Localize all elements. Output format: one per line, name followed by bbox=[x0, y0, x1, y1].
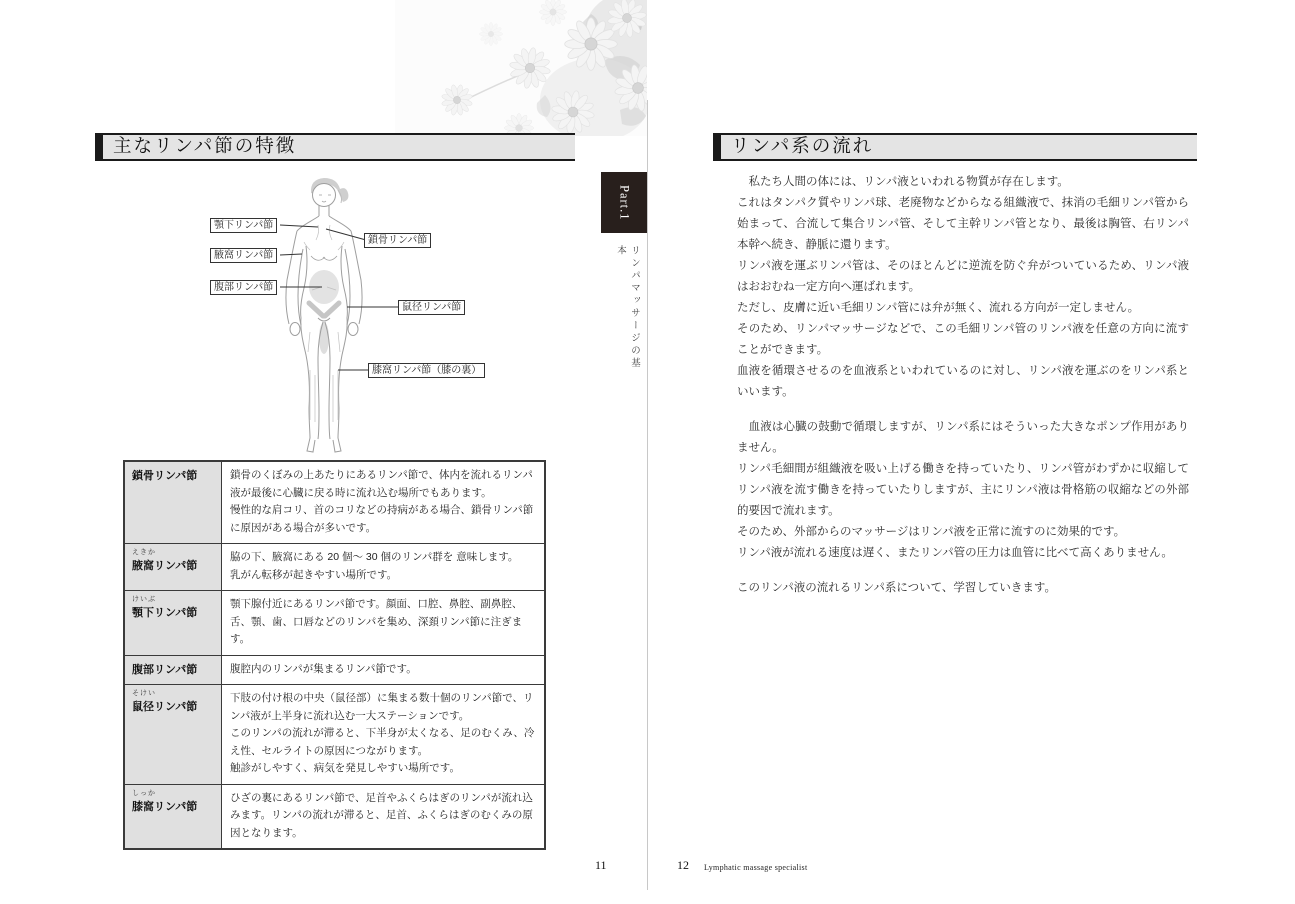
right-section-title-bar bbox=[713, 133, 1197, 161]
lymph-node-table-grid bbox=[123, 460, 546, 850]
description-cell bbox=[222, 784, 546, 849]
table-row bbox=[124, 685, 545, 785]
term-furigana: そけい bbox=[132, 690, 156, 697]
body-paragraph: 私たち人間の体には、リンパ液といわれる物質が存在します。 bbox=[737, 176, 1069, 188]
description-sentence: ひざの裏にあるリンパ節で、足首やふくらはぎのリンパが流れ込みます。リンパの流れが滞ると、足首、ふくらはぎのむくみの原因となります。 bbox=[230, 791, 533, 839]
body-paragraph: これはタンパク質やリンパ球、老廃物などからなる組織液で、抹消の毛細リンパ管から始まって、合流して集合リンパ管、そして主幹リンパ管となり、最後は胸管、右リンパ本幹へ続き、静脈に還ります。 bbox=[737, 197, 1189, 251]
page-number-right: 12 bbox=[677, 858, 689, 872]
term-cell bbox=[124, 461, 222, 544]
flower-photo-decoration bbox=[395, 0, 647, 136]
left-section-title-bar bbox=[95, 133, 575, 161]
paragraph-group bbox=[737, 417, 1189, 564]
description-sentence: 鎖骨のくぼみの上あたりにあるリンパ節で、体内を流れるリンパ液が最後に心臓に戻る時に流れ込む場所でもあります。 bbox=[230, 469, 533, 499]
body-paragraph: そのため、外部からのマッサージはリンパ液を正常に流すのに効果的です。 bbox=[737, 526, 1126, 538]
term-label: 膝窩リンパ節 bbox=[132, 800, 198, 813]
description-cell bbox=[222, 544, 546, 591]
term-label: 腋窩リンパ節 bbox=[132, 560, 198, 572]
description-sentence: 触診がしやすく、病気を発見しやすい場所です。 bbox=[230, 762, 460, 774]
description-cell bbox=[222, 685, 546, 785]
term-label: 顎下リンパ節 bbox=[132, 607, 198, 619]
body-paragraph: 血液は心臓の鼓動で循環しますが、リンパ系にはそういった大きなポンプ作用がありません。 bbox=[737, 421, 1189, 454]
term-furigana: えきか bbox=[132, 549, 156, 556]
left-page-title: 主なリンパ節の特徴 bbox=[113, 137, 297, 157]
term-furigana: しっか bbox=[132, 789, 156, 797]
term-cell bbox=[124, 655, 222, 685]
term-cell bbox=[124, 591, 222, 656]
description-sentence: 慢性的な肩コリ、首のコリなどの持病がある場合、鎖骨リンパ節に原因がある場合が多いです。 bbox=[230, 504, 534, 534]
part-label: Part.1 bbox=[617, 184, 632, 221]
page-number-left: 11 bbox=[595, 858, 607, 872]
body-paragraph: 血液を循環させるのを血液系といわれているのに対し、リンパ液を運ぶのをリンパ系といいます。 bbox=[737, 365, 1189, 398]
title-accent-bar bbox=[95, 135, 103, 159]
body-paragraph: リンパ液が流れる速度は遅く、またリンパ管の圧力は血管に比べて高くありません。 bbox=[737, 547, 1173, 559]
term-label: 腹部リンパ節 bbox=[132, 663, 198, 676]
body-paragraph: このリンパ液の流れるリンパ系について、学習していきます。 bbox=[737, 582, 1057, 594]
body-paragraph: リンパ液を運ぶリンパ管は、そのほとんどに逆流を防ぐ弁がついているため、リンパ液はおおむね一定方向へ運ばれます。 bbox=[737, 260, 1189, 293]
description-cell bbox=[222, 461, 546, 544]
footer-brand: Lymphatic massage specialist bbox=[704, 863, 808, 872]
paragraph-group bbox=[737, 172, 1189, 403]
diagram-label: 膝窩リンパ節（膝の裏） bbox=[368, 363, 485, 378]
right-page-body-text bbox=[737, 172, 1189, 613]
table-row bbox=[124, 655, 545, 685]
term-cell bbox=[124, 685, 222, 785]
description-sentence: 乳がん転移が起きやすい場所です。 bbox=[230, 568, 398, 581]
description-sentence: 脇の下、腋窩にある 20 個〜 30 個のリンパ群を 意味します。 bbox=[230, 551, 519, 563]
human-figure-illustration bbox=[150, 170, 490, 465]
term-label: 鎖骨リンパ節 bbox=[132, 470, 198, 482]
chapter-vertical-label: リンパマッサージの基本 bbox=[615, 245, 640, 370]
description-sentence: 腹腔内のリンパが集まるリンパ節です。 bbox=[230, 662, 417, 675]
body-paragraph: ただし、皮膚に近い毛細リンパ管には弁が無く、流れる方向が一定しません。 bbox=[737, 302, 1140, 314]
table-row bbox=[124, 591, 545, 656]
description-sentence: 下肢の付け根の中央（鼠径部）に集まる数十個のリンパ節で、リンパ液が上半身に流れ込む一大ステーションです。 bbox=[230, 692, 534, 722]
body-paragraph: リンパ毛細間が組織液を吸い上げる働きを持っていたり、リンパ管がわずかに収縮してリンパ液を流す働きを持っていたりしますが、主にリンパ液は骨格筋の収縮などの外部的要因で流れます。 bbox=[737, 463, 1189, 517]
diagram-label: 鎖骨リンパ節 bbox=[364, 233, 431, 248]
table-row bbox=[124, 784, 545, 849]
title-accent-bar bbox=[713, 135, 721, 159]
diagram-label: 鼠径リンパ節 bbox=[398, 300, 465, 315]
table-row bbox=[124, 461, 545, 544]
page-gutter-divider bbox=[647, 100, 648, 890]
diagram-label: 腹部リンパ節 bbox=[210, 280, 277, 295]
term-cell bbox=[124, 784, 222, 849]
diagram-label: 顎下リンパ節 bbox=[210, 218, 277, 233]
paragraph-group bbox=[737, 578, 1189, 599]
lymph-node-diagram bbox=[150, 170, 490, 465]
lymph-node-table bbox=[123, 460, 546, 850]
description-sentence: このリンパの流れが滞ると、下半身が太くなる、足のむくみ、冷え性、セルライトの原因につながります。 bbox=[230, 727, 535, 757]
description-cell bbox=[222, 591, 546, 656]
description-sentence: 顎下腺付近にあるリンパ節です。顔面、口腔、鼻腔、副鼻腔、舌、顎、歯、口唇などのリンパを集め、深頚リンパ節に注ぎます。 bbox=[230, 598, 523, 645]
daisy-flowers-image bbox=[395, 0, 647, 136]
body-paragraph: そのため、リンパマッサージなどで、この毛細リンパ管のリンパ液を任意の方向に流すことができます。 bbox=[737, 323, 1189, 356]
term-cell bbox=[124, 544, 222, 591]
term-furigana: けいぶ bbox=[132, 596, 156, 603]
term-label: 鼠径リンパ節 bbox=[132, 701, 198, 713]
table-row bbox=[124, 544, 545, 591]
right-page-title: リンパ系の流れ bbox=[731, 137, 874, 157]
description-cell bbox=[222, 655, 546, 685]
part-tab bbox=[601, 172, 647, 233]
diagram-label: 腋窩リンパ節 bbox=[210, 248, 277, 263]
